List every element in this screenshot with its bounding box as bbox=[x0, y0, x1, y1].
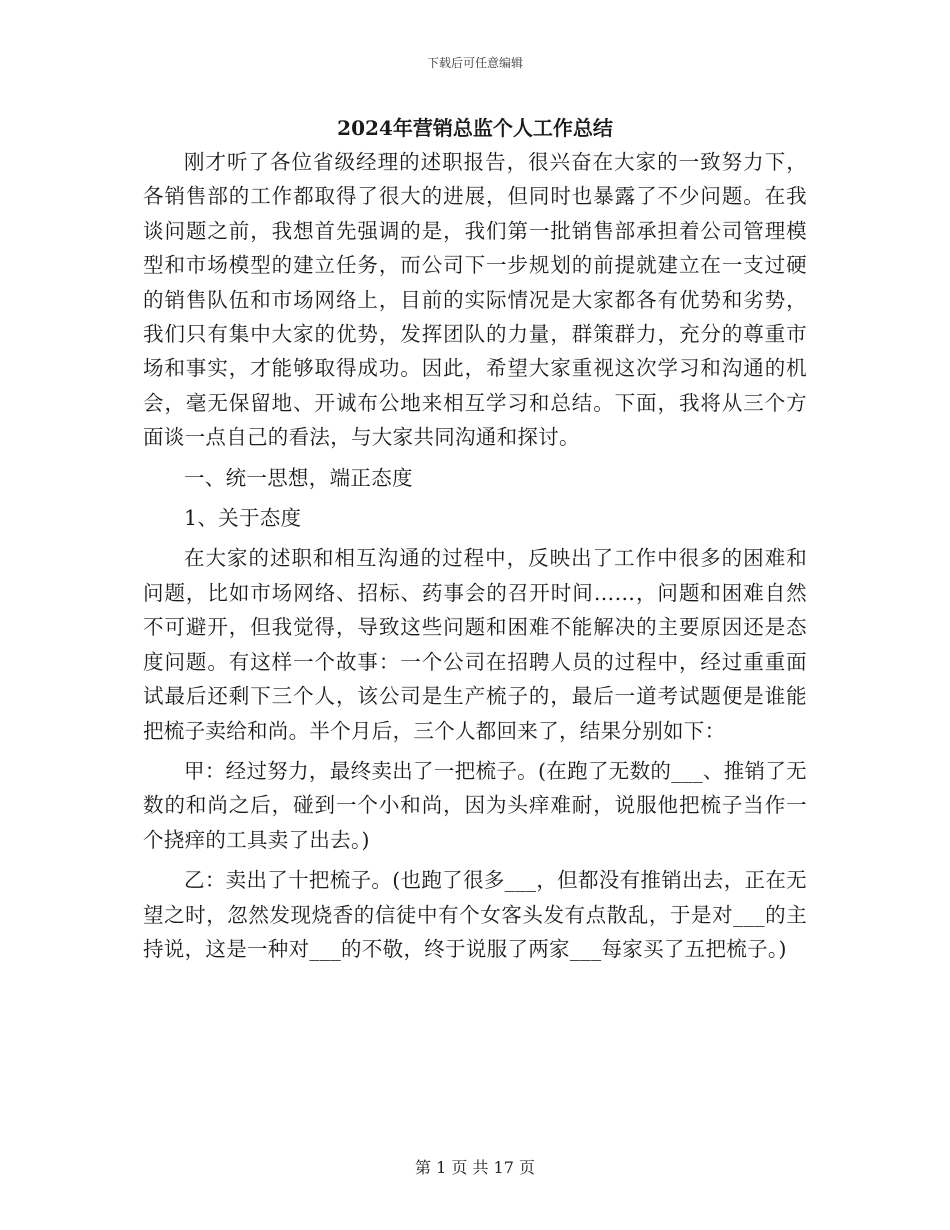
document-title: 2024年营销总监个人工作总结 bbox=[337, 116, 613, 140]
paragraph-intro: 刚才听了各位省级经理的述职报告，很兴奋在大家的一致努力下，各销售部的工作都取得了很大的进展，但同时也暴露了不少问题。在我谈问题之前，我想首先强调的是，我们第一批销售部承担着公司管理模型和市场模型的建立任务，而公司下一步规划的前提就建立在一支过硬的销售队伍和市场网络上，目前的实际情况是大家都各有优势和劣势，我们只有集中大家的优势，发挥团队的力量，群策群力，充分的尊重市场和事实，才能够取得成功。因此，希望大家重视这次学习和沟通的机会，毫无保留地、开诚布公地来相互学习和总结。下面，我将从三个方面谈一点自己的看法，与大家共同沟通和探讨。 bbox=[143, 150, 807, 450]
paragraph-attitude: 在大家的述职和相互沟通的过程中，反映出了工作中很多的困难和问题，比如市场网络、招标、药事会的召开时间……，问题和困难自然不可避开，但我觉得，导致这些问题和困难不能解决的主要原因还是态度问题。有这样一个故事：一个公司在招聘人员的过程中，经过重重面试最后还剩下三个人，该公司是生产梳子的，最后一道考试题便是谁能把梳子卖给和尚。半个月后，三个人都回来了，结果分别如下： bbox=[143, 546, 807, 743]
paragraph-candidate-a: 甲：经过努力，最终卖出了一把梳子。(在跑了无数的___、推销了无数的和尚之后，碰到一个小和尚，因为头痒难耐，说服他把梳子当作一个挠痒的工具卖了出去。) bbox=[143, 758, 807, 852]
page-number: 第 1 页 共 17 页 bbox=[415, 1158, 535, 1177]
subsection-heading: 1、关于态度 bbox=[184, 506, 302, 531]
header-note: 下载后可任意编辑 bbox=[426, 56, 523, 70]
document-body bbox=[143, 145, 807, 966]
paragraph-candidate-b: 乙：卖出了十把梳子。(也跑了很多___，但都没有推销出去，正在无望之时，忽然发现烧香的信徒中有个女客头发有点散乱，于是对___的主持说，这是一种对___的不敬，终于说服了两家___每家买了五把梳子。) bbox=[143, 868, 807, 961]
section-heading: 一、统一思想，端正态度 bbox=[184, 465, 413, 490]
